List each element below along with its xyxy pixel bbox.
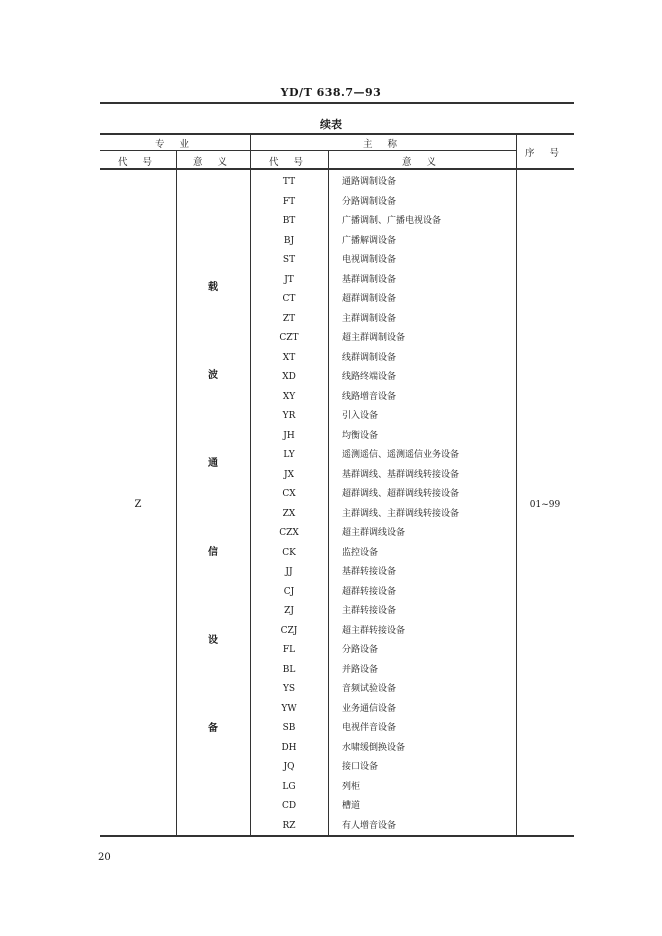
row-code: ST bbox=[282, 255, 296, 265]
row-meaning: 基群转接设备 bbox=[342, 567, 397, 577]
row-code: YW bbox=[281, 703, 297, 714]
row-code: CT bbox=[282, 294, 296, 304]
row-code: LG bbox=[282, 781, 296, 792]
row-code: LY bbox=[283, 450, 295, 460]
row-meaning: 广播调制、广播电视设备 bbox=[342, 216, 442, 226]
row-meaning: 超群调制设备 bbox=[342, 294, 397, 304]
row-meaning: 水啸缓倒换设备 bbox=[342, 742, 406, 753]
major-meaning-char: 载 bbox=[208, 282, 218, 293]
row-code: XT bbox=[282, 352, 296, 363]
row-meaning: 广播解调设备 bbox=[342, 235, 397, 246]
row-code: JH bbox=[283, 430, 295, 441]
row-meaning: 引入设备 bbox=[342, 411, 379, 421]
row-code: JX bbox=[283, 469, 294, 480]
major-meaning-char: 备 bbox=[208, 723, 218, 734]
row-code: CK bbox=[282, 547, 296, 558]
major-meaning-char: 设 bbox=[208, 635, 218, 646]
row-code: ZX bbox=[282, 508, 296, 519]
row-meaning: 超群调线、超群调线转接设备 bbox=[342, 489, 460, 499]
row-meaning: 主群转接设备 bbox=[342, 606, 397, 616]
row-meaning: 线群调制设备 bbox=[342, 352, 397, 363]
row-meaning: 分路调制设备 bbox=[342, 196, 397, 207]
row-meaning: 通路调制设备 bbox=[342, 177, 397, 187]
header-main: 主 称 bbox=[362, 139, 404, 150]
row-meaning: 分路设备 bbox=[342, 645, 379, 655]
row-code: CX bbox=[282, 489, 296, 499]
row-meaning: 均衡设备 bbox=[342, 430, 379, 441]
header-code-2: 代 号 bbox=[268, 157, 310, 168]
row-code: RZ bbox=[282, 820, 296, 831]
table-caption: 续表 bbox=[320, 118, 342, 131]
header-meaning-1: 意 义 bbox=[192, 157, 234, 168]
row-code: CZJ bbox=[280, 625, 298, 636]
row-meaning: 主群调线、主群调线转接设备 bbox=[342, 508, 460, 519]
major-meaning-char: 波 bbox=[208, 370, 218, 381]
row-meaning: 超群转接设备 bbox=[342, 586, 397, 597]
table-bottom-rule bbox=[100, 835, 574, 837]
page-number: 20 bbox=[98, 852, 111, 863]
row-meaning: 超主群调制设备 bbox=[342, 333, 406, 343]
header-mid-rule bbox=[100, 150, 516, 151]
row-code: TT bbox=[282, 177, 296, 187]
row-code: FT bbox=[282, 196, 296, 207]
row-meaning: 超主群调线设备 bbox=[342, 528, 406, 538]
row-code: CZX bbox=[279, 528, 299, 538]
row-code: XY bbox=[282, 391, 296, 402]
row-code: XD bbox=[282, 372, 296, 382]
header-major: 专 业 bbox=[154, 139, 196, 150]
row-meaning: 接口设备 bbox=[342, 762, 379, 772]
row-code: FL bbox=[282, 645, 296, 655]
row-meaning: 业务通信设备 bbox=[342, 703, 397, 714]
row-code: ZT bbox=[282, 313, 296, 324]
row-code: DH bbox=[281, 742, 297, 753]
row-meaning: 线路终端设备 bbox=[342, 372, 397, 382]
row-code: ZJ bbox=[284, 606, 294, 616]
serial-range: 01~99 bbox=[529, 500, 561, 510]
row-code: CZT bbox=[279, 333, 299, 343]
row-meaning: 电视调制设备 bbox=[342, 255, 397, 265]
row-code: YS bbox=[282, 684, 296, 694]
header-bottom-rule bbox=[100, 168, 574, 170]
row-meaning: 并路设备 bbox=[342, 664, 379, 675]
header-rule bbox=[100, 102, 574, 104]
row-code: JT bbox=[284, 274, 294, 285]
row-meaning: 基群调线、基群调线转接设备 bbox=[342, 469, 460, 480]
row-code: YR bbox=[282, 411, 296, 421]
major-meaning-char: 信 bbox=[208, 547, 218, 558]
row-code: BT bbox=[282, 216, 296, 226]
row-meaning: 有人增音设备 bbox=[342, 820, 397, 831]
header-serial: 序 号 bbox=[524, 148, 566, 159]
row-meaning: 监控设备 bbox=[342, 547, 379, 558]
document-code: YD/T 638.7—93 bbox=[280, 86, 382, 99]
row-code: CD bbox=[281, 801, 297, 811]
row-meaning: 音频试验设备 bbox=[342, 684, 397, 694]
header-code-1: 代 号 bbox=[117, 157, 159, 168]
code-table bbox=[100, 133, 574, 836]
row-meaning: 槽道 bbox=[342, 801, 361, 811]
row-meaning: 主群调制设备 bbox=[342, 313, 397, 324]
row-code: CJ bbox=[283, 586, 295, 597]
row-code: JJ bbox=[285, 567, 293, 577]
row-meaning: 遥测遥信、遥测遥信业务设备 bbox=[342, 450, 460, 460]
row-meaning: 基群调制设备 bbox=[342, 274, 397, 285]
major-meaning-char: 通 bbox=[208, 458, 218, 469]
row-code: BL bbox=[282, 664, 296, 675]
row-code: JQ bbox=[283, 762, 295, 772]
row-code: SB bbox=[282, 723, 296, 733]
row-meaning: 线路增音设备 bbox=[342, 391, 397, 402]
row-code: BJ bbox=[283, 235, 295, 246]
col-divider-3 bbox=[328, 150, 329, 836]
row-meaning: 列柜 bbox=[342, 781, 361, 792]
row-meaning: 电视伴音设备 bbox=[342, 723, 397, 733]
row-meaning: 超主群转接设备 bbox=[342, 625, 406, 636]
major-code: Z bbox=[134, 499, 142, 510]
table-top-rule bbox=[100, 133, 574, 135]
header-meaning-2: 意 义 bbox=[401, 157, 443, 168]
